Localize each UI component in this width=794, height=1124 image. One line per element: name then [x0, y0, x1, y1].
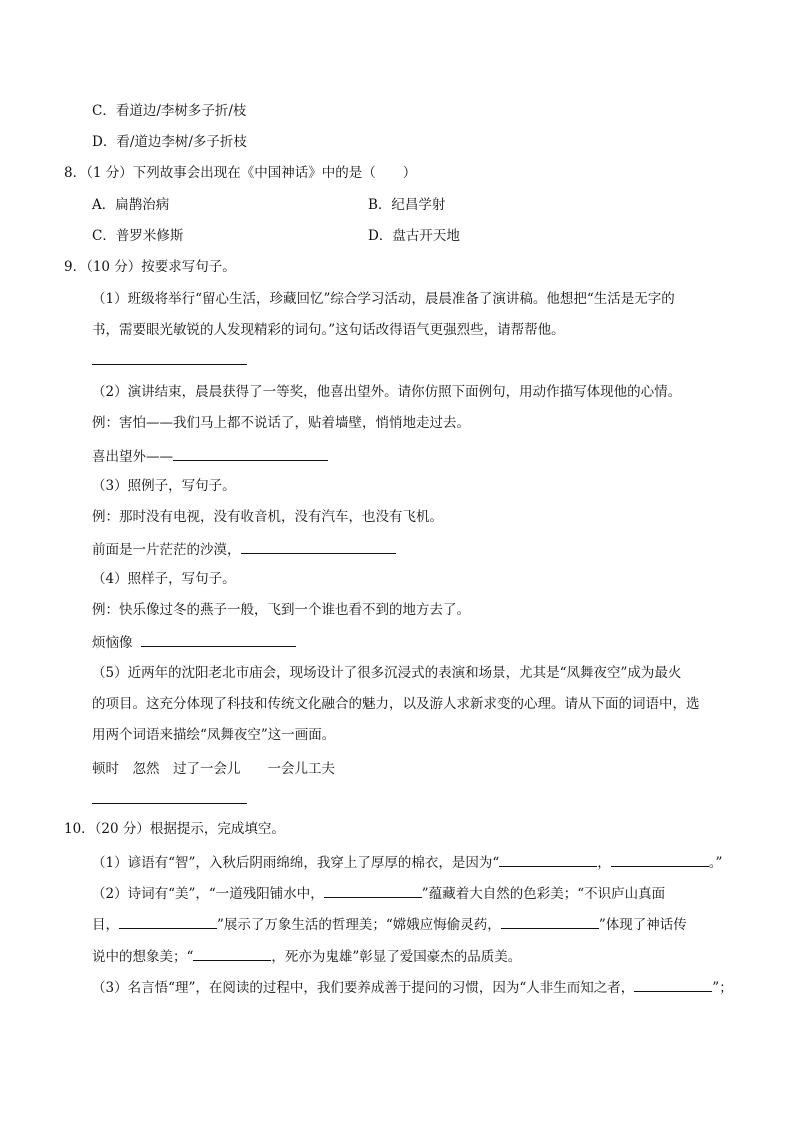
q10-part1-text-a: （1）谚语有“智”，入秋后阴雨绵绵，我穿上了厚厚的棉衣，是因为“: [92, 855, 500, 871]
q8-stem: 8．（1 分）下列故事会出现在《中国神话》中的是（ ）: [64, 165, 417, 181]
q7-option-d: D．看/道边李树/多子折枝: [92, 134, 247, 150]
q9-part5-answer-line[interactable]: [92, 803, 247, 804]
q10-part2-text-c: 目，: [92, 917, 119, 933]
q9-part4-line1: （4）照样子，写句子。: [92, 571, 236, 587]
q10-part2-blank-1[interactable]: [324, 883, 422, 898]
q9-part2-prompt-row: [92, 446, 328, 466]
q10-part1-blank-2[interactable]: [611, 852, 709, 867]
q9-part3-line1: （3）照例子，写句子。: [92, 478, 236, 494]
q9-part2-example: 例：害怕——我们马上都不说话了，贴着墙壁，悄悄地走过去。: [92, 415, 470, 431]
q10-part1-text-b: ，: [597, 855, 611, 871]
q10-part2-text-a: （2）诗词有“美”，“一道残阳铺水中，: [92, 886, 324, 902]
q8-option-d: D．盘古开天地: [368, 228, 460, 244]
q10-part2-row1: [92, 883, 665, 903]
q10-part2-text-g: ，死亦为鬼雄”彰显了爱国豪杰的品质美。: [271, 949, 522, 965]
q9-part3-example: 例：那时没有电视，没有收音机，没有汽车，也没有飞机。: [92, 509, 443, 525]
q10-part2-text-d: ”展示了万象生活的哲理美；“嫦娥应悔偷灵药，: [217, 917, 501, 933]
q7-option-c: C．看道边/李树多子折/枝: [92, 103, 247, 119]
q10-part2-text-f: 说中的想象美；“: [92, 949, 194, 965]
q9-part2-line1: （2）演讲结束，晨晨获得了一等奖，他喜出望外。请你仿照下面例句，用动作描写体现他的心情。: [92, 384, 682, 400]
q8-option-c: C．普罗米修斯: [92, 228, 184, 244]
q9-part1-line2: 书，需要眼光敏锐的人发现精彩的词句。”这句话改得语气更强烈些，请帮帮他。: [92, 322, 565, 338]
q9-part3-prompt: 前面是一片茫茫的沙漠，: [92, 542, 241, 558]
q9-part5-word-choices: 顿时 忽然 过了一会儿 一会儿工夫: [92, 761, 335, 777]
q10-part1-text-c: 。”: [708, 855, 723, 871]
q10-part1-row: [92, 852, 722, 872]
q10-part2-text-e: ”体现了神话传: [598, 917, 687, 933]
q10-part2-row3: [92, 946, 521, 966]
q10-part3-text-b: ”；: [712, 980, 733, 996]
q10-part1-blank-1[interactable]: [499, 852, 597, 867]
q10-part3-row: [92, 977, 733, 997]
q9-part5-line2: 的项目。这充分体现了科技和传统文化融合的魅力，以及游人求新求变的心理。请从下面的词语中，选: [92, 696, 700, 712]
q8-option-b: B．纪昌学射: [368, 197, 446, 213]
q9-part1-answer-line[interactable]: [92, 364, 247, 365]
q9-part4-example: 例：快乐像过冬的燕子一般，飞到一个谁也看不到的地方去了。: [92, 602, 470, 618]
q10-part3-blank-1[interactable]: [634, 977, 712, 992]
q10-part2-text-b: ”蕴藏着大自然的色彩美；“不识庐山真面: [421, 886, 666, 902]
q10-stem: 10．（20 分）根据提示，完成填空。: [64, 821, 285, 837]
q9-part2-answer-blank[interactable]: [173, 446, 328, 461]
q9-part4-answer-blank[interactable]: [141, 632, 296, 647]
q9-part5-line1: （5）近两年的沈阳老北市庙会，现场设计了很多沉浸式的表演和场景，尤其是“凤舞夜空”成为最火: [92, 665, 682, 681]
q9-part2-prompt: 喜出望外——: [92, 449, 173, 465]
q9-part3-answer-blank[interactable]: [241, 539, 396, 554]
q9-part3-prompt-row: [92, 539, 396, 559]
q9-part4-prompt-row: [92, 632, 296, 652]
q9-part1-line1: （1）班级将举行“留心生活，珍藏回忆”综合学习活动，晨晨准备了演讲稿。他想把“生活是无字的: [92, 291, 675, 307]
q10-part2-row2: [92, 914, 687, 934]
q8-option-a: A．扁鹊治病: [92, 197, 170, 213]
q9-part5-line3: 用两个词语来描绘“凤舞夜空”这一画面。: [92, 727, 336, 743]
q9-part4-prompt: 烦恼像: [92, 635, 133, 651]
q10-part2-blank-2[interactable]: [119, 914, 217, 929]
q9-stem: 9．（10 分）按要求写句子。: [64, 259, 236, 275]
q10-part3-text-a: （3）名言悟“理”，在阅读的过程中，我们要养成善于提问的习惯，因为“人非生而知之者，: [92, 980, 635, 996]
q10-part2-blank-3[interactable]: [501, 914, 599, 929]
q10-part2-blank-4[interactable]: [193, 946, 271, 961]
